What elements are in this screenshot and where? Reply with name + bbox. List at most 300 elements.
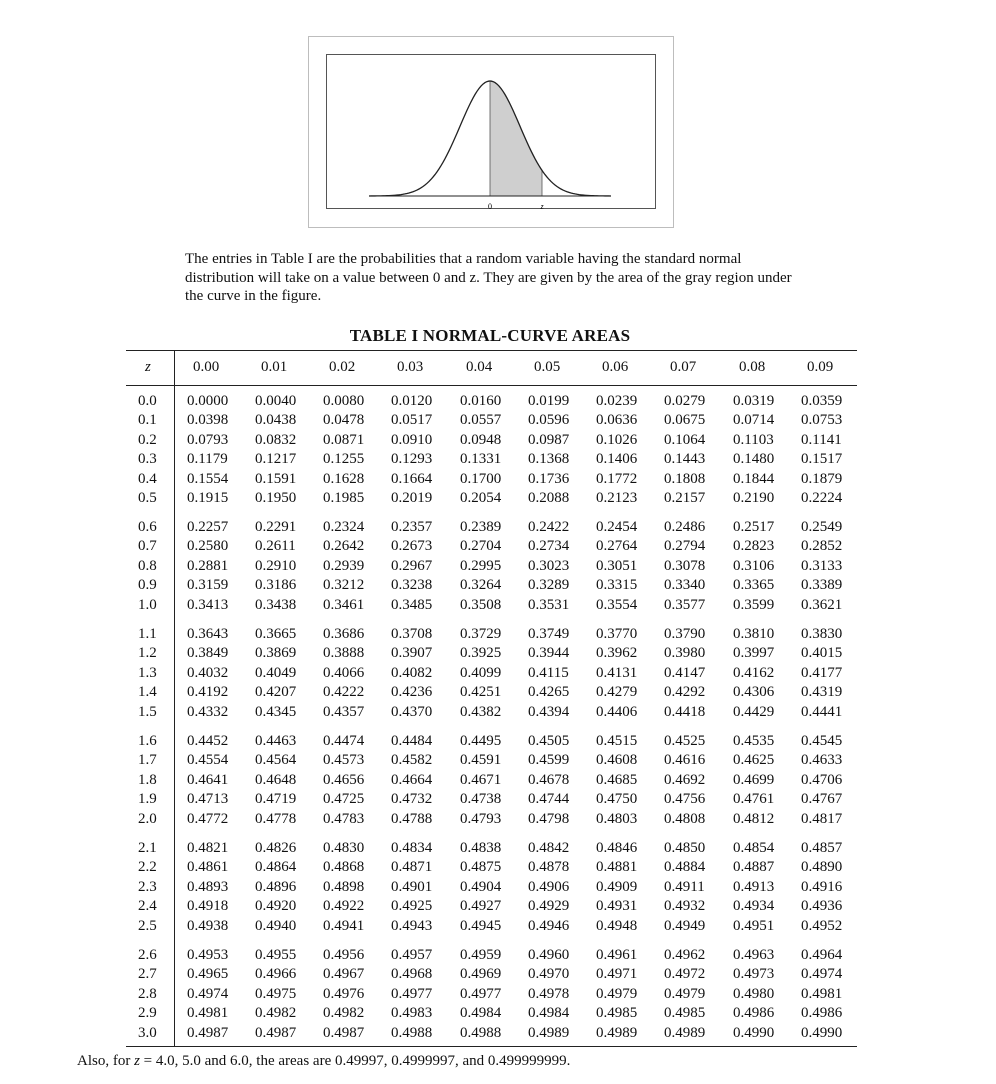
table-cell: 0.2054	[460, 490, 502, 506]
table-cell: 0.4981	[187, 1005, 229, 1022]
table-cell: 0.4633	[801, 752, 843, 769]
table-cell: 0.4515	[596, 733, 638, 749]
table-cell: 0.1406	[596, 451, 638, 468]
table-cell: 0.1628	[323, 470, 365, 487]
table-cell: 0.0871	[323, 431, 365, 448]
table-cell: 0.4821	[187, 840, 229, 856]
table-cell: 0.1736	[528, 470, 570, 487]
table-cell: 0.3944	[528, 645, 570, 662]
table-title: TABLE I NORMAL-CURVE AREAS	[349, 326, 631, 345]
table-cell: 0.1103	[733, 431, 774, 448]
table-cell: 0.4066	[323, 664, 365, 681]
z-value: 0.7	[138, 538, 157, 555]
table-cell: 0.4192	[187, 684, 229, 701]
table-cell: 0.4904	[460, 878, 502, 895]
table-cell: 0.3830	[801, 626, 843, 642]
table-cell: 0.4987	[323, 1024, 365, 1041]
table-cell: 0.2389	[460, 519, 502, 535]
table-header-rule	[126, 385, 857, 386]
table-cell: 0.3186	[255, 577, 297, 594]
table-cell: 0.4761	[733, 791, 775, 808]
table-cell: 0.4222	[323, 684, 365, 701]
table-cell: 0.1255	[323, 451, 365, 468]
table-cell: 0.1331	[460, 451, 502, 468]
z-value: 0.6	[138, 519, 157, 535]
table-cell: 0.2291	[255, 519, 297, 535]
table-cell: 0.0160	[460, 393, 502, 409]
table-cell: 0.4974	[801, 966, 843, 983]
table-cell: 0.4850	[664, 840, 706, 856]
table-cell: 0.4927	[460, 898, 502, 915]
table-cell: 0.4929	[528, 898, 570, 915]
table-cell: 0.4394	[528, 703, 570, 720]
table-cell: 0.3133	[801, 557, 843, 574]
table-cell: 0.4909	[596, 878, 638, 895]
z-value: 2.4	[138, 898, 157, 915]
table-cell: 0.0359	[801, 393, 843, 409]
table-cell: 0.4599	[528, 752, 570, 769]
table-cell: 0.4685	[596, 771, 638, 788]
table-bottom-rule	[126, 1046, 857, 1047]
table-cell: 0.4945	[460, 917, 502, 934]
table-cell: 0.4970	[528, 966, 570, 983]
z-value: 2.5	[138, 917, 157, 934]
table-cell: 0.3749	[528, 626, 570, 642]
table-cell: 0.2123	[596, 490, 638, 506]
table-cell: 0.4952	[801, 917, 843, 934]
table-cell: 0.0319	[733, 393, 775, 409]
table-cell: 0.3925	[460, 645, 502, 662]
table-cell: 0.4967	[323, 966, 365, 983]
table-cell: 0.0910	[391, 431, 433, 448]
table-cell: 0.1915	[187, 490, 229, 506]
table-cell: 0.4756	[664, 791, 706, 808]
table-cell: 0.4968	[391, 966, 433, 983]
table-cell: 0.0793	[187, 431, 229, 448]
table-cell: 0.4032	[187, 664, 229, 681]
table-cell: 0.4713	[187, 791, 229, 808]
table-cell: 0.2794	[664, 538, 706, 555]
table-cell: 0.2454	[596, 519, 638, 535]
table-cell: 0.4778	[255, 810, 297, 827]
table-cell: 0.2088	[528, 490, 570, 506]
table-cell: 0.3997	[733, 645, 775, 662]
footnote	[77, 1053, 570, 1070]
z-value: 1.3	[138, 664, 157, 681]
table-cell: 0.4871	[391, 859, 433, 876]
table-cell: 0.4573	[323, 752, 365, 769]
table-cell: 0.2157	[664, 490, 706, 506]
normal-curve-figure	[308, 36, 674, 228]
z-value: 2.8	[138, 985, 157, 1002]
table-cell: 0.4868	[323, 859, 365, 876]
table-cell: 0.4049	[255, 664, 297, 681]
table-cell: 0.4418	[664, 703, 706, 720]
table-cell: 0.3980	[664, 645, 706, 662]
table-cell: 0.4931	[596, 898, 638, 915]
table-cell: 0.4692	[664, 771, 706, 788]
table-cell: 0.3665	[255, 626, 297, 642]
table-cell: 0.3264	[460, 577, 502, 594]
z-label: z	[540, 202, 544, 211]
table-cell: 0.0120	[391, 393, 433, 409]
table-cell: 0.4370	[391, 703, 433, 720]
table-cell: 0.4988	[460, 1024, 502, 1041]
table-cell: 0.4887	[733, 859, 775, 876]
column-header: 0.09	[807, 359, 834, 375]
table-cell: 0.4980	[733, 985, 775, 1002]
table-cell: 0.4834	[391, 840, 433, 856]
table-cell: 0.4608	[596, 752, 638, 769]
table-cell: 0.1480	[733, 451, 775, 468]
z-value: 2.3	[138, 878, 157, 895]
table-cell: 0.4963	[733, 947, 775, 963]
z-value: 1.5	[138, 703, 157, 720]
table-cell: 0.1664	[391, 470, 433, 487]
table-cell: 0.4981	[801, 985, 843, 1002]
table-cell: 0.4474	[323, 733, 365, 749]
table-cell: 0.1700	[460, 470, 502, 487]
table-cell: 0.4977	[391, 985, 433, 1002]
table-cell: 0.4990	[801, 1024, 843, 1041]
table-cell: 0.4989	[528, 1024, 570, 1041]
table-cell: 0.4525	[664, 733, 706, 749]
table-cell: 0.3708	[391, 626, 433, 642]
table-cell: 0.2734	[528, 538, 570, 555]
table-cell: 0.4279	[596, 684, 638, 701]
table-cell: 0.4292	[664, 684, 706, 701]
table-cell: 0.2517	[733, 519, 775, 535]
z-value: 1.4	[138, 684, 157, 701]
table-cell: 0.4857	[801, 840, 843, 856]
table-cell: 0.4306	[733, 684, 775, 701]
table-cell: 0.4236	[391, 684, 433, 701]
table-cell: 0.3023	[528, 557, 570, 574]
table-cell: 0.4966	[255, 966, 297, 983]
table-cell: 0.4979	[664, 985, 706, 1002]
table-description: The entries in Table I are the probabilities that a random variable having the standard normal distribution will take on a value between 0 and z. They are given by the area of the gray region under the curve in the figure.	[185, 251, 792, 304]
table-cell: 0.4941	[323, 917, 365, 934]
table-cell: 0.4641	[187, 771, 229, 788]
table-cell: 0.4881	[596, 859, 638, 876]
footnote-prefix: Also, for	[77, 1053, 135, 1069]
table-cell: 0.2422	[528, 519, 570, 535]
table-cell: 0.0438	[255, 412, 297, 429]
table-cell: 0.4916	[801, 878, 843, 895]
table-cell: 0.4989	[664, 1024, 706, 1041]
table-cell: 0.4932	[664, 898, 706, 915]
shaded-area	[490, 81, 542, 196]
table-cell: 0.2549	[801, 519, 843, 535]
table-cell: 0.4976	[323, 985, 365, 1002]
table-cell: 0.4177	[801, 664, 843, 681]
z-value: 2.6	[138, 947, 157, 963]
table-vertical-rule	[174, 350, 175, 1047]
table-cell: 0.4984	[528, 1005, 570, 1022]
table-cell: 0.4545	[801, 733, 843, 749]
table-cell: 0.4987	[255, 1024, 297, 1041]
table-cell: 0.4015	[801, 645, 843, 662]
table-cell: 0.3485	[391, 596, 433, 613]
z-value: 0.9	[138, 577, 157, 594]
column-header: 0.08	[739, 359, 766, 375]
table-cell: 0.4890	[801, 859, 843, 876]
table-cell: 0.3770	[596, 626, 638, 642]
table-cell: 0.4911	[664, 878, 705, 895]
table-cell: 0.3159	[187, 577, 229, 594]
table-cell: 0.2324	[323, 519, 365, 535]
table-cell: 0.0987	[528, 431, 570, 448]
table-cell: 0.4842	[528, 840, 570, 856]
table-cell: 0.0753	[801, 412, 843, 429]
table-cell: 0.4772	[187, 810, 229, 827]
footnote-suffix: = 4.0, 5.0 and 6.0, the areas are 0.49997, 0.4999997, and 0.499999999.	[139, 1053, 571, 1069]
table-cell: 0.4953	[187, 947, 229, 963]
table-cell: 0.1217	[255, 451, 297, 468]
table-cell: 0.4582	[391, 752, 433, 769]
table-cell: 0.4099	[460, 664, 502, 681]
table-cell: 0.4918	[187, 898, 229, 915]
table-cell: 0.3790	[664, 626, 706, 642]
table-cell: 0.4484	[391, 733, 433, 749]
table-cell: 0.4922	[323, 898, 365, 915]
table-cell: 0.1293	[391, 451, 433, 468]
z-column-header: z	[145, 359, 151, 375]
table-cell: 0.2764	[596, 538, 638, 555]
table-cell: 0.4648	[255, 771, 297, 788]
table-cell: 0.2995	[460, 557, 502, 574]
table-cell: 0.2967	[391, 557, 433, 574]
column-header: 0.05	[534, 359, 561, 375]
table-cell: 0.4131	[596, 664, 638, 681]
table-cell: 0.3869	[255, 645, 297, 662]
table-cell: 0.4875	[460, 859, 502, 876]
table-cell: 0.4798	[528, 810, 570, 827]
table-cell: 0.4972	[664, 966, 706, 983]
z-value: 1.7	[138, 752, 157, 769]
column-header: 0.03	[397, 359, 424, 375]
table-cell: 0.4382	[460, 703, 502, 720]
table-cell: 0.4812	[733, 810, 775, 827]
table-cell: 0.3340	[664, 577, 706, 594]
table-cell: 0.4986	[801, 1005, 843, 1022]
column-header: 0.04	[466, 359, 493, 375]
table-cell: 0.0040	[255, 393, 297, 409]
table-cell: 0.4830	[323, 840, 365, 856]
table-cell: 0.3907	[391, 645, 433, 662]
table-cell: 0.4961	[596, 947, 638, 963]
table-cell: 0.4838	[460, 840, 502, 856]
table-cell: 0.1772	[596, 470, 638, 487]
table-cell: 0.4505	[528, 733, 570, 749]
table-cell: 0.4960	[528, 947, 570, 963]
z-value: 2.1	[138, 840, 157, 856]
table-cell: 0.4732	[391, 791, 433, 808]
table-cell: 0.3577	[664, 596, 706, 613]
table-cell: 0.4965	[187, 966, 229, 983]
table-cell: 0.4938	[187, 917, 229, 934]
table-cell: 0.3461	[323, 596, 365, 613]
table-cell: 0.4878	[528, 859, 570, 876]
footnote-z: z	[134, 1053, 140, 1069]
table-cell: 0.2357	[391, 519, 433, 535]
table-cell: 0.4987	[187, 1024, 229, 1041]
table-cell: 0.1554	[187, 470, 229, 487]
table-cell: 0.0714	[733, 412, 775, 429]
table-cell: 0.3849	[187, 645, 229, 662]
table-cell: 0.4936	[801, 898, 843, 915]
table-cell: 0.4535	[733, 733, 775, 749]
z-value: 2.0	[138, 810, 157, 827]
table-cell: 0.4699	[733, 771, 775, 788]
table-cell: 0.1950	[255, 490, 297, 506]
z-value: 0.2	[138, 431, 157, 448]
table-cell: 0.1591	[255, 470, 297, 487]
z-value: 2.9	[138, 1005, 157, 1022]
table-cell: 0.3365	[733, 577, 775, 594]
table-cell: 0.4678	[528, 771, 570, 788]
table-cell: 0.3962	[596, 645, 638, 662]
table-cell: 0.4982	[255, 1005, 297, 1022]
table-cell: 0.4147	[664, 664, 706, 681]
table-cell: 0.4962	[664, 947, 706, 963]
z-value: 0.0	[138, 393, 157, 409]
table-cell: 0.4826	[255, 840, 297, 856]
table-cell: 0.4345	[255, 703, 297, 720]
table-cell: 0.4884	[664, 859, 706, 876]
table-cell: 0.4978	[528, 985, 570, 1002]
table-cell: 0.4463	[255, 733, 297, 749]
table-cell: 0.0636	[596, 412, 638, 429]
table-cell: 0.4738	[460, 791, 502, 808]
z-value: 0.8	[138, 557, 157, 574]
table-cell: 0.4319	[801, 684, 843, 701]
column-header: 0.02	[329, 359, 356, 375]
table-cell: 0.2019	[391, 490, 433, 506]
table-cell: 0.4959	[460, 947, 502, 963]
table-cell: 0.4706	[801, 771, 843, 788]
z-value: 0.4	[138, 470, 157, 487]
table-cell: 0.2190	[733, 490, 775, 506]
table-cell: 0.4591	[460, 752, 502, 769]
table-cell: 0.4986	[733, 1005, 775, 1022]
table-cell: 0.4082	[391, 664, 433, 681]
table-cell: 0.0517	[391, 412, 433, 429]
table-cell: 0.4982	[323, 1005, 365, 1022]
column-header: 0.00	[193, 359, 220, 375]
table-cell: 0.4956	[323, 947, 365, 963]
table-cell: 0.2823	[733, 538, 775, 555]
table-cell: 0.4983	[391, 1005, 433, 1022]
table-cell: 0.1844	[733, 470, 775, 487]
table-cell: 0.4989	[596, 1024, 638, 1041]
table-cell: 0.4969	[460, 966, 502, 983]
table-cell: 0.0596	[528, 412, 570, 429]
z-value: 1.2	[138, 645, 157, 662]
table-cell: 0.1026	[596, 431, 638, 448]
z-value: 1.9	[138, 791, 157, 808]
table-cell: 0.1443	[664, 451, 706, 468]
z-value: 0.5	[138, 490, 157, 506]
table-cell: 0.4985	[664, 1005, 706, 1022]
table-cell: 0.0478	[323, 412, 365, 429]
table-cell: 0.1064	[664, 431, 706, 448]
column-header: 0.06	[602, 359, 629, 375]
table-cell: 0.3106	[733, 557, 775, 574]
table-cell: 0.4162	[733, 664, 775, 681]
table-cell: 0.4616	[664, 752, 706, 769]
z-value: 3.0	[138, 1024, 157, 1041]
table-cell: 0.3051	[596, 557, 638, 574]
table-cell: 0.4990	[733, 1024, 775, 1041]
table-cell: 0.0398	[187, 412, 229, 429]
table-cell: 0.0557	[460, 412, 502, 429]
table-cell: 0.4783	[323, 810, 365, 827]
table-cell: 0.4971	[596, 966, 638, 983]
table-cell: 0.3438	[255, 596, 297, 613]
table-cell: 0.4854	[733, 840, 775, 856]
table-cell: 0.4951	[733, 917, 775, 934]
table-cell: 0.4901	[391, 878, 433, 895]
table-cell: 0.2704	[460, 538, 502, 555]
table-cell: 0.2673	[391, 538, 433, 555]
table-cell: 0.1141	[801, 431, 842, 448]
table-cell: 0.0948	[460, 431, 502, 448]
table-cell: 0.2224	[801, 490, 843, 506]
table-cell: 0.4251	[460, 684, 502, 701]
table-cell: 0.4948	[596, 917, 638, 934]
table-cell: 0.4934	[733, 898, 775, 915]
table-cell: 0.4625	[733, 752, 775, 769]
column-header: 0.01	[261, 359, 288, 375]
table-cell: 0.4973	[733, 966, 775, 983]
table-cell: 0.3888	[323, 645, 365, 662]
table-cell: 0.4975	[255, 985, 297, 1002]
table-cell: 0.0279	[664, 393, 706, 409]
table-cell: 0.1879	[801, 470, 843, 487]
table-cell: 0.4817	[801, 810, 843, 827]
table-cell: 0.2881	[187, 557, 229, 574]
table-cell: 0.1368	[528, 451, 570, 468]
z-value: 2.7	[138, 966, 157, 983]
table-cell: 0.2852	[801, 538, 843, 555]
table-cell: 0.3212	[323, 577, 365, 594]
table-cell: 0.3413	[187, 596, 229, 613]
z-value: 0.3	[138, 451, 157, 468]
table-cell: 0.2642	[323, 538, 365, 555]
table-cell: 0.3531	[528, 596, 570, 613]
table-cell: 0.2257	[187, 519, 229, 535]
table-cell: 0.4725	[323, 791, 365, 808]
z-value: 1.8	[138, 771, 157, 788]
table-cell: 0.4357	[323, 703, 365, 720]
table-cell: 0.4988	[391, 1024, 433, 1041]
table-cell: 0.4940	[255, 917, 297, 934]
table-cell: 0.2611	[255, 538, 296, 555]
table-cell: 0.4564	[255, 752, 297, 769]
table-cell: 0.4979	[596, 985, 638, 1002]
table-cell: 0.4332	[187, 703, 229, 720]
table-cell: 0.4452	[187, 733, 229, 749]
table-cell: 0.4846	[596, 840, 638, 856]
table-cell: 0.3508	[460, 596, 502, 613]
table-cell: 0.0000	[187, 393, 229, 409]
table-cell: 0.1179	[187, 451, 228, 468]
table-cell: 0.2580	[187, 538, 229, 555]
table-cell: 0.4906	[528, 878, 570, 895]
table-cell: 0.4943	[391, 917, 433, 934]
column-header: 0.07	[670, 359, 697, 375]
